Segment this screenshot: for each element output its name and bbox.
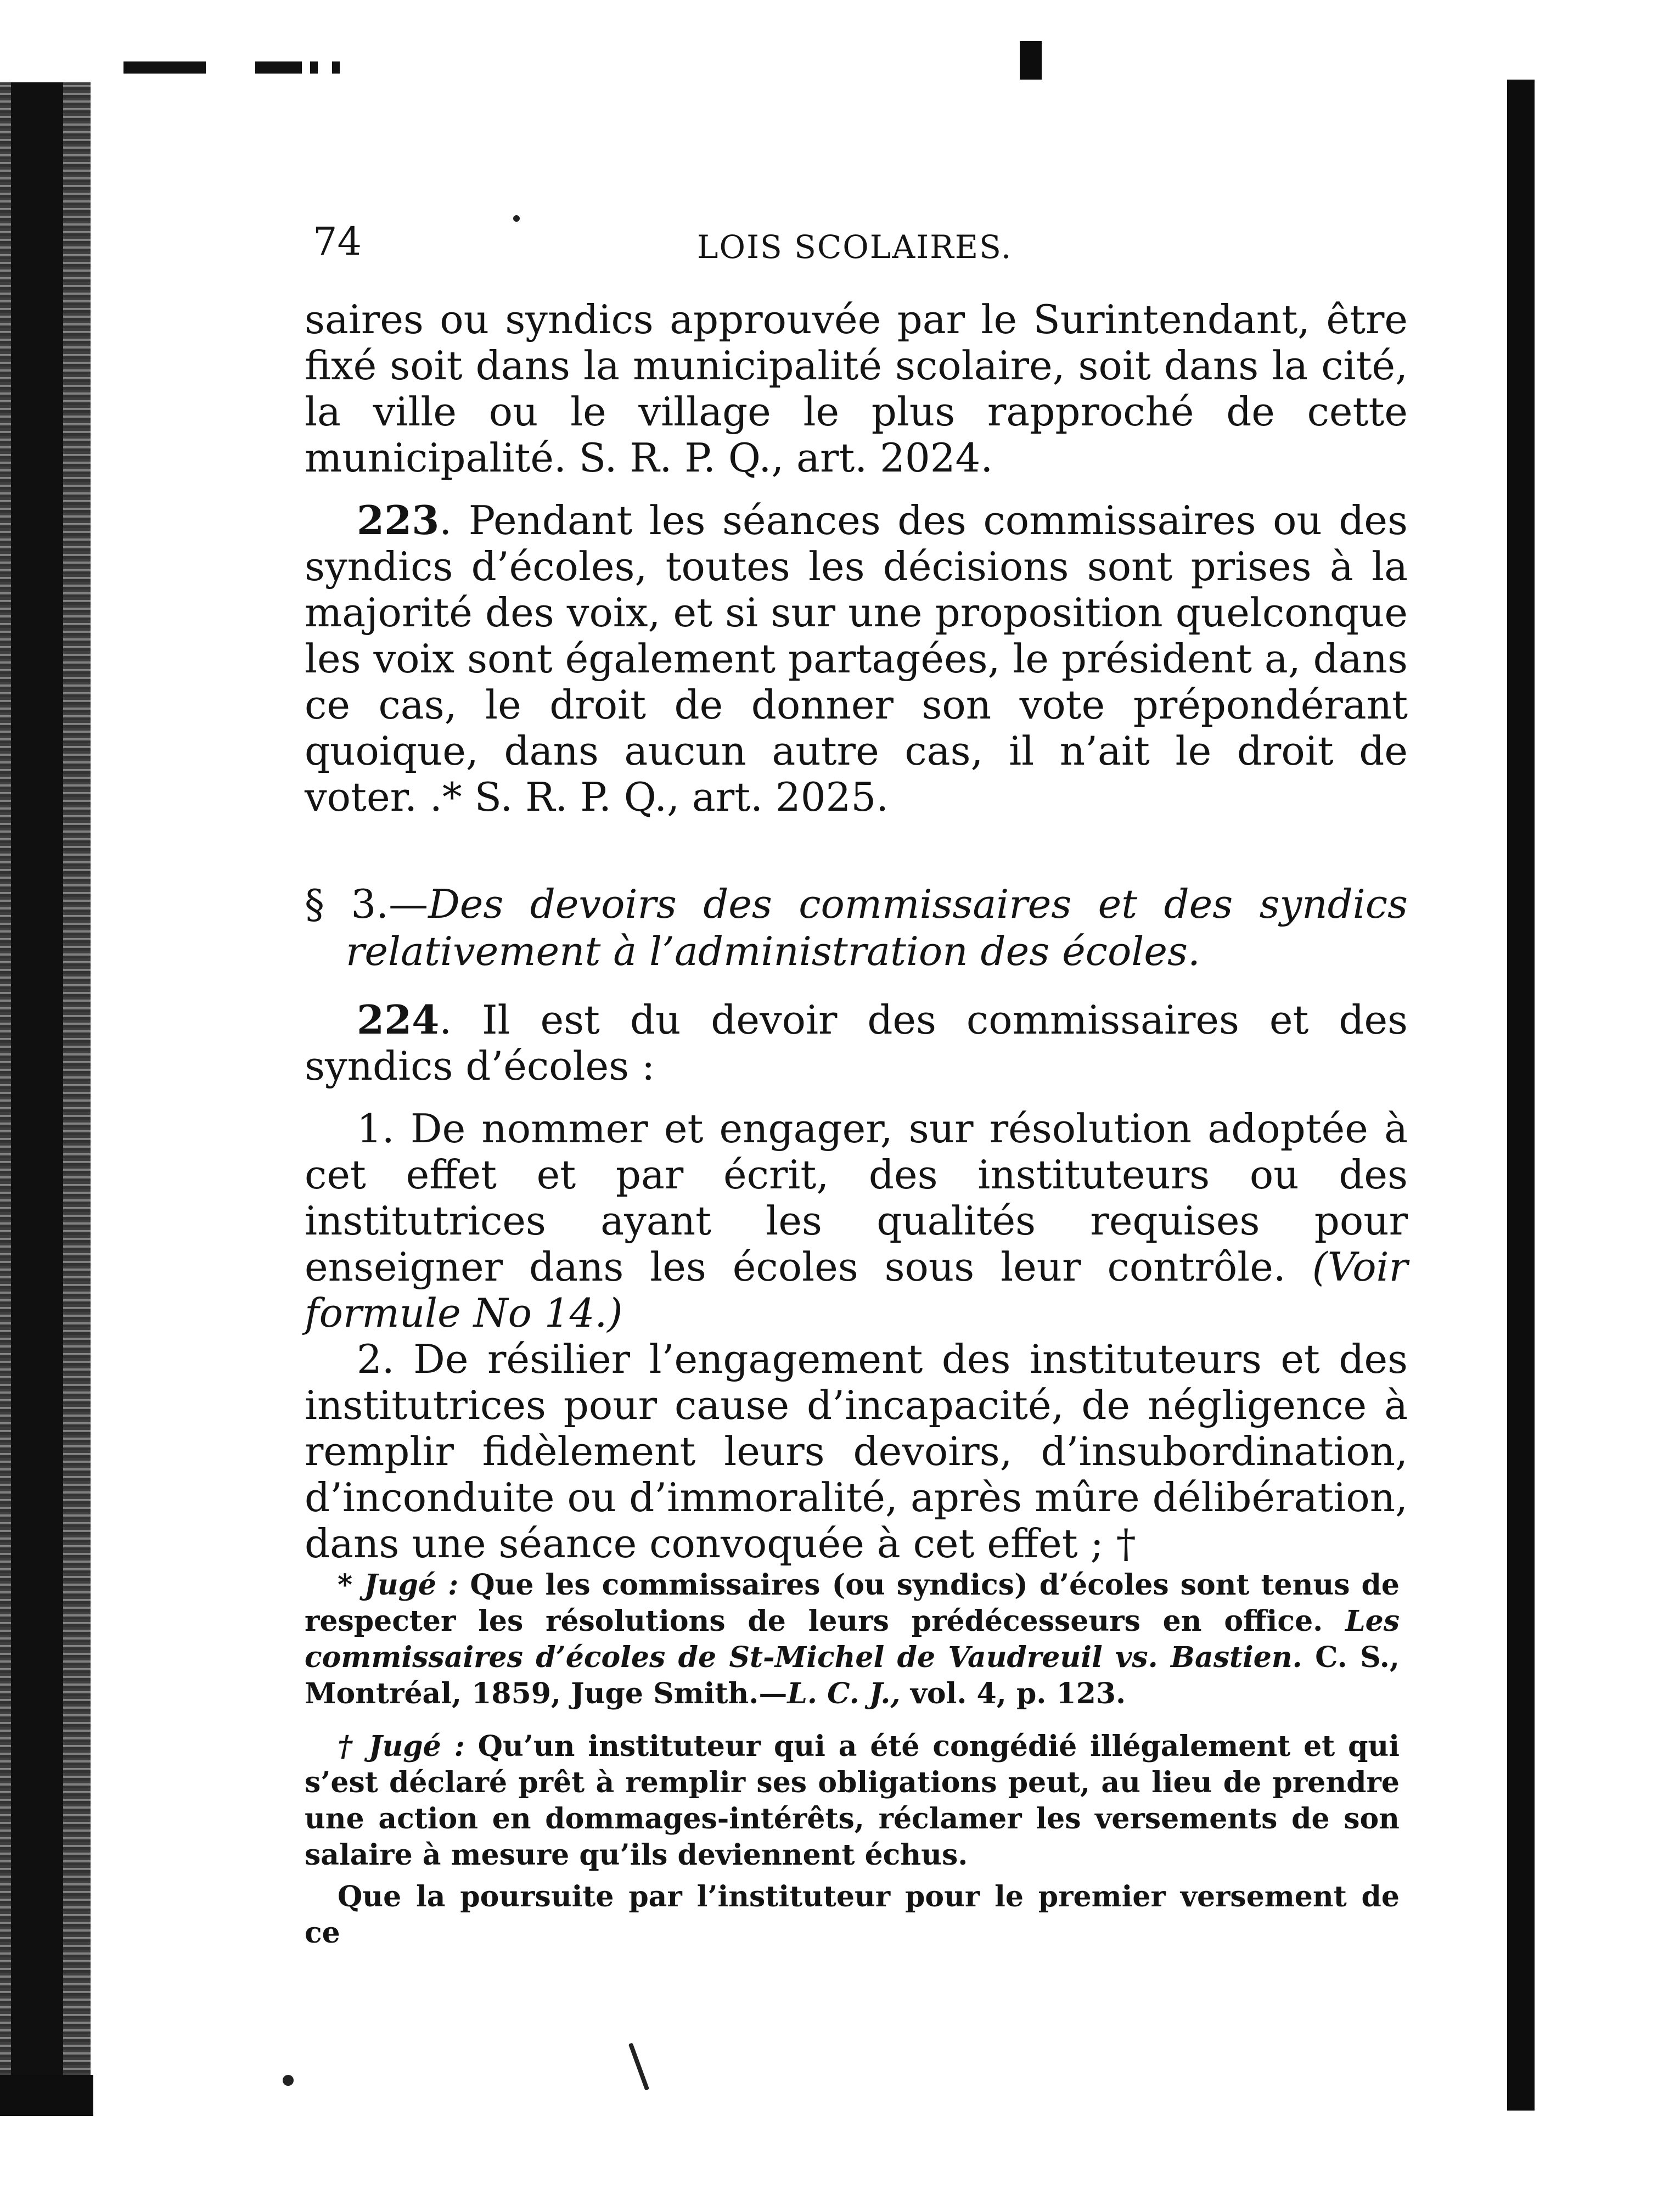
source-citation: L. C. J.,: [787, 1677, 901, 1710]
main-text: [305, 296, 1408, 1567]
footnote-text: Qu’un instituteur qui a été congédié illégalement et qui s’est déclaré prêt à remplir ses obligations peut, au lieu de prendre une action en dommages-intérêts, réclamer les versements de son salaire à mesure qu’ils deviennent échus.: [305, 1730, 1400, 1872]
page-number: 74: [313, 219, 362, 264]
list-item: [305, 1106, 1408, 1336]
scan-top-mark: [1020, 41, 1042, 80]
footnote-text: C. S., Montréal, 1859, Juge Smith.—: [305, 1641, 1400, 1710]
article-number: 224: [357, 996, 440, 1043]
article-223: [305, 497, 1408, 820]
scan-right-edge: [1507, 80, 1535, 2111]
footnote-lead: † Jugé :: [338, 1730, 465, 1763]
paragraph-continuation: saires ou syndics approuvée par le Surintendant, être fixé soit dans la municipalité scolaire, soit dans la cité, la ville ou le village le plus rapproché de cette municipalité. S. R. P. Q., art. 2024.: [305, 296, 1408, 481]
article-text: . Pendant les séances des commissaires ou des syndics d’écoles, toutes les décisions sont prises à la majorité des voix, et si sur une proposition quelconque les voix sont également partagées, le président a, dans ce cas, le droit de donner son vote prépondérant quoique, dans aucun autre cas, il n’ait le droit de voter. .* S. R. P. Q., art. 2025.: [305, 497, 1408, 820]
article-text: . Il est du devoir des commissaires et des syndics d’écoles :: [305, 997, 1408, 1089]
section-label: § 3.—: [305, 881, 429, 927]
footnote: [305, 1729, 1400, 1873]
footnote-continued: Que la poursuite par l’instituteur pour le premier versement de ce: [305, 1880, 1400, 1950]
running-title: LOIS SCOLAIRES.: [697, 228, 1013, 266]
footnote-text: Que les commissaires (ou syndics) d’écoles sont tenus de respecter les résolutions de leurs prédécesseurs en office.: [305, 1568, 1400, 1638]
footnote: [305, 1567, 1400, 1712]
footnotes: [305, 1567, 1400, 1968]
scan-speck: [628, 2042, 649, 2090]
scan-speck: [283, 2075, 294, 2086]
scan-left-edge-shadow: [11, 82, 63, 2113]
list-item: 2. De résilier l’engagement des instituteurs et des institutrices pour cause d’incapacité, de négligence à remplir fidèlement leurs devoirs, d’insubordination, d’inconduite ou d’immoralité, après mûre délibération, dans une séance convoquée à cet effet ; †: [305, 1336, 1408, 1567]
case-citation: Les commissaires d’écoles de St-Michel de Vaudreuil vs. Bastien.: [305, 1604, 1400, 1674]
form-reference: (Voir formule No 14.): [305, 1244, 1408, 1336]
footnote-lead: * Jugé :: [338, 1568, 459, 1602]
section-heading: [305, 880, 1408, 975]
article-224: [305, 997, 1408, 1089]
page-header: [313, 217, 1394, 277]
section-title: Des devoirs des commissaires et des syndics relativement à l’administration des écoles.: [346, 881, 1408, 974]
article-number: 223: [357, 497, 440, 543]
list-item-text: 1. De nommer et engager, sur résolution adoptée à cet effet et par écrit, des instituteurs ou des institutrices ayant les qualités requises pour enseigner dans les écoles sous leur contrôle.: [305, 1106, 1408, 1290]
footnote-text: vol. 4, p. 123.: [900, 1677, 1126, 1710]
scan-left-base: [0, 2075, 93, 2116]
